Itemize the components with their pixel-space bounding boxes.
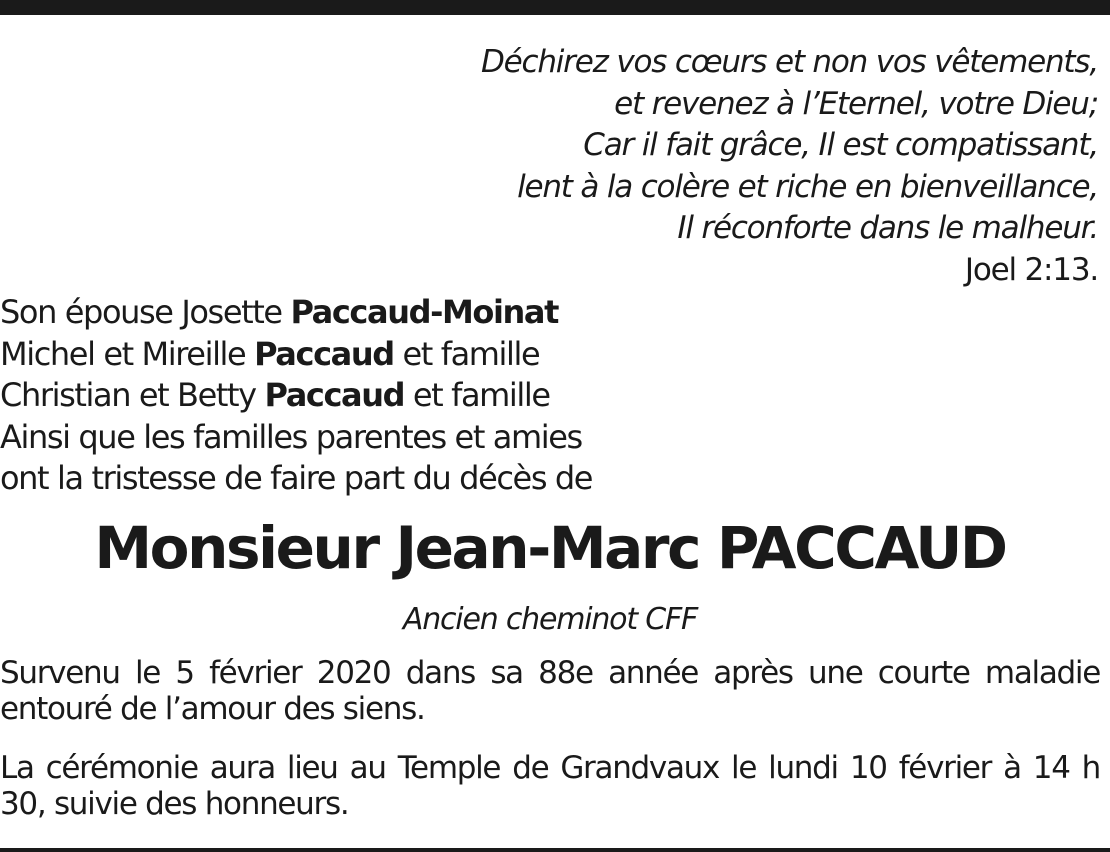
verse-line: Il réconforte dans le malheur.	[677, 210, 1098, 246]
verse-reference: Joel 2:13.	[964, 251, 1098, 288]
ceremony-paragraph: La cérémonie aura lieu au Temple de Grandvaux le lundi 10 février à 14 h 30, suivie des honneurs.	[0, 750, 1100, 822]
bible-verse	[398, 42, 1098, 291]
family-surname: Paccaud	[254, 334, 394, 373]
family-line-suffix: et famille	[393, 334, 540, 373]
family-line-prefix: Son épouse Josette	[0, 293, 291, 331]
verse-line: Déchirez vos cœurs et non vos vêtements,	[480, 44, 1098, 80]
family-surname: Paccaud	[264, 376, 405, 414]
family-line-prefix: Christian et Betty	[0, 376, 265, 414]
bottom-border-rule	[0, 848, 1110, 852]
family-line-suffix: et famille	[404, 376, 550, 414]
family-line	[0, 375, 700, 417]
deceased-occupation: Ancien cheminot CFF	[402, 602, 698, 637]
family-announcement	[0, 292, 700, 500]
verse-line: et revenez à l’Eternel, votre Dieu;	[614, 85, 1098, 122]
verse-line: Car il fait grâce, Il est compatissant,	[583, 127, 1098, 163]
death-notice-paragraph: Survenu le 5 février 2020 dans sa 88e année après une courte maladie entouré de l’amour des siens.	[0, 655, 1100, 727]
family-line	[0, 292, 700, 334]
verse-line: lent à la colère et riche en bienveillance,	[517, 168, 1098, 205]
family-line: ont la tristesse de faire part du décès de	[0, 459, 593, 497]
deceased-name: Monsieur Jean-Marc PACCAUD	[94, 514, 1006, 582]
family-line	[0, 334, 700, 376]
family-surname: Paccaud-Moinat	[290, 293, 559, 331]
top-border-rule	[0, 0, 1110, 15]
family-line: Ainsi que les familles parentes et amies	[0, 417, 582, 456]
family-line-prefix: Michel et Mireille	[0, 334, 255, 373]
